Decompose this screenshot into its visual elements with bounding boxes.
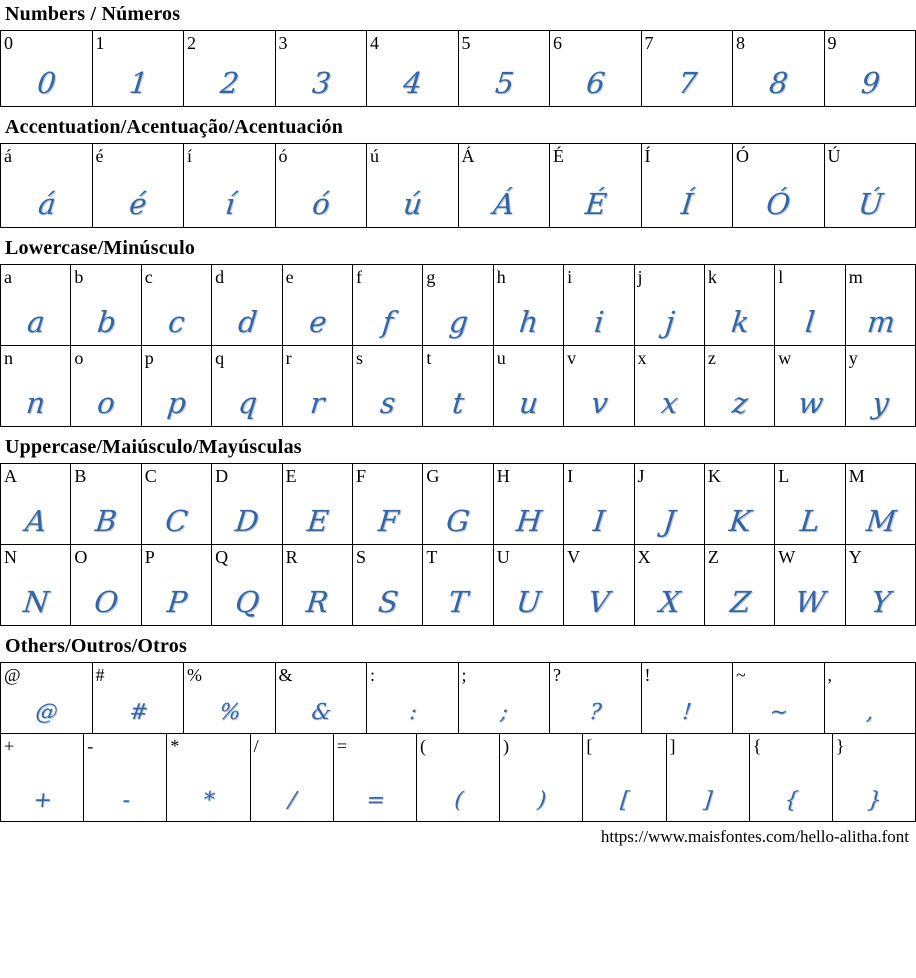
reference-glyph: v xyxy=(567,348,577,368)
reference-glyph: & xyxy=(278,665,293,685)
font-sample-glyph: F xyxy=(376,504,400,538)
reference-glyph: / xyxy=(253,736,259,756)
reference-glyph: g xyxy=(426,267,436,287)
glyph-cell xyxy=(71,346,141,426)
glyph-section xyxy=(0,436,916,626)
glyph-cell xyxy=(423,464,493,544)
glyph-cell xyxy=(775,265,845,345)
reference-glyph: F xyxy=(355,466,366,486)
glyph-cell xyxy=(459,31,551,106)
reference-glyph: I xyxy=(567,466,574,486)
reference-glyph: h xyxy=(496,267,506,287)
reference-glyph: ~ xyxy=(736,665,746,685)
reference-glyph: N xyxy=(4,547,17,567)
reference-glyph: - xyxy=(87,736,94,756)
font-sample-glyph: Í xyxy=(679,187,695,221)
glyph-cell xyxy=(142,464,212,544)
reference-glyph: 4 xyxy=(370,33,379,53)
font-sample-glyph: E xyxy=(305,504,331,538)
reference-glyph: 5 xyxy=(461,33,471,53)
reference-glyph: c xyxy=(144,267,153,287)
font-sample-glyph: r xyxy=(308,386,327,420)
reference-glyph: 3 xyxy=(278,33,288,53)
reference-glyph: é xyxy=(95,146,104,166)
font-sample-glyph: w xyxy=(796,386,825,420)
font-sample-glyph: U xyxy=(514,585,543,619)
section-title: Lowercase/Minúsculo xyxy=(5,237,196,259)
reference-glyph: j xyxy=(637,267,643,287)
reference-glyph: z xyxy=(707,348,716,368)
glyph-cell xyxy=(705,346,775,426)
reference-glyph: i xyxy=(567,267,573,287)
font-sample-glyph: G xyxy=(445,504,472,538)
glyph-cell xyxy=(825,663,916,733)
reference-glyph: T xyxy=(426,547,438,567)
glyph-row xyxy=(0,544,916,626)
reference-glyph: n xyxy=(4,348,13,368)
reference-glyph: V xyxy=(567,547,581,567)
reference-glyph: H xyxy=(496,466,510,486)
reference-glyph: a xyxy=(4,267,12,287)
font-sample-glyph: R xyxy=(305,585,331,619)
glyph-cell xyxy=(825,144,916,227)
glyph-cell xyxy=(353,464,423,544)
font-sample-glyph: Y xyxy=(869,585,893,619)
glyph-cell xyxy=(142,346,212,426)
glyph-cell xyxy=(1,265,71,345)
font-sample-glyph: g xyxy=(447,305,470,339)
reference-glyph: W xyxy=(778,547,796,567)
glyph-cell xyxy=(642,144,734,227)
glyph-cell xyxy=(846,464,915,544)
glyph-cell xyxy=(353,545,423,625)
glyph-cell xyxy=(825,31,916,106)
reference-glyph: f xyxy=(355,267,362,287)
glyph-section xyxy=(0,635,916,822)
reference-glyph: r xyxy=(285,348,292,368)
font-sample-glyph: z xyxy=(730,386,750,420)
glyph-cell xyxy=(353,265,423,345)
reference-glyph: D xyxy=(215,466,229,486)
font-sample-glyph: T xyxy=(447,585,470,619)
glyph-cell xyxy=(212,265,282,345)
reference-glyph: X xyxy=(637,547,651,567)
font-sample-glyph: N xyxy=(21,585,51,619)
reference-glyph: Q xyxy=(215,547,229,567)
reference-glyph: s xyxy=(355,348,363,368)
glyph-section xyxy=(0,116,916,228)
font-sample-glyph: ú xyxy=(401,187,424,221)
glyph-cell xyxy=(833,734,915,821)
reference-glyph: 0 xyxy=(4,33,13,53)
reference-glyph: e xyxy=(285,267,294,287)
glyph-cell xyxy=(550,144,642,227)
reference-glyph: ; xyxy=(461,665,467,685)
font-sample-glyph: 8 xyxy=(767,66,790,100)
font-sample-glyph: P xyxy=(165,585,189,619)
reference-glyph: } xyxy=(835,736,845,756)
font-sample-glyph: É xyxy=(583,187,609,221)
reference-glyph: ! xyxy=(644,665,651,685)
glyph-cell xyxy=(71,464,141,544)
glyph-cell xyxy=(733,31,825,106)
font-sample-glyph: 1 xyxy=(127,66,150,100)
reference-glyph: 8 xyxy=(736,33,745,53)
font-sample-glyph: c xyxy=(167,305,187,339)
glyph-cell xyxy=(846,545,915,625)
reference-glyph: R xyxy=(285,547,298,567)
reference-glyph: w xyxy=(778,348,792,368)
reference-glyph: u xyxy=(496,348,506,368)
glyph-cell xyxy=(564,545,634,625)
glyph-cell xyxy=(1,31,93,106)
glyph-cell xyxy=(367,144,459,227)
glyph-cell xyxy=(775,545,845,625)
font-sample-glyph: Ó xyxy=(765,187,793,221)
reference-glyph: * xyxy=(170,736,180,756)
glyph-cell xyxy=(564,464,634,544)
font-sample-glyph: f xyxy=(380,305,396,339)
reference-glyph: y xyxy=(848,348,858,368)
glyph-cell xyxy=(84,734,167,821)
glyph-cell xyxy=(635,545,705,625)
reference-glyph: 1 xyxy=(95,33,105,53)
glyph-cell xyxy=(583,734,666,821)
glyph-cell xyxy=(93,31,185,106)
reference-glyph: Ó xyxy=(736,146,749,166)
font-sample-glyph: n xyxy=(25,386,48,420)
font-sample-glyph: j xyxy=(663,305,676,339)
section-title: Uppercase/Maiúsculo/Mayúsculas xyxy=(5,436,302,458)
font-sample-glyph: x xyxy=(659,386,680,420)
reference-glyph: d xyxy=(215,267,225,287)
glyph-cell xyxy=(184,144,276,227)
reference-glyph: % xyxy=(187,665,202,685)
reference-glyph: Z xyxy=(707,547,719,567)
glyph-cell xyxy=(167,734,250,821)
reference-glyph: C xyxy=(144,466,157,486)
reference-glyph: B xyxy=(74,466,87,486)
glyph-cell xyxy=(93,663,185,733)
glyph-cell xyxy=(276,663,368,733)
reference-glyph: 2 xyxy=(187,33,196,53)
reference-glyph: M xyxy=(848,466,865,486)
font-sample-glyph: q xyxy=(236,386,259,420)
font-sample-glyph: 3 xyxy=(310,66,333,100)
glyph-cell xyxy=(1,663,93,733)
glyph-cell xyxy=(1,545,71,625)
font-sample-glyph: é xyxy=(127,187,149,221)
font-sample-glyph: A xyxy=(23,504,49,538)
reference-glyph: Ú xyxy=(827,146,841,166)
glyph-cell xyxy=(705,265,775,345)
glyph-cell xyxy=(423,265,493,345)
glyph-cell xyxy=(564,265,634,345)
reference-glyph: E xyxy=(285,466,297,486)
reference-glyph: b xyxy=(74,267,84,287)
font-sample-glyph: S xyxy=(376,585,400,619)
glyph-cell xyxy=(276,31,368,106)
font-sample-glyph: s xyxy=(378,386,398,420)
font-sample-glyph: W xyxy=(793,585,828,619)
font-sample-glyph: 9 xyxy=(859,66,882,100)
reference-glyph: ( xyxy=(419,736,426,756)
glyph-cell xyxy=(494,346,564,426)
reference-glyph: @ xyxy=(4,665,21,685)
font-sample-glyph: O xyxy=(92,585,121,619)
reference-glyph: ] xyxy=(669,736,676,756)
section-title: Accentuation/Acentuação/Acentuación xyxy=(5,116,344,138)
glyph-cell xyxy=(184,31,276,106)
font-sample-glyph: V xyxy=(587,585,612,619)
font-sample-glyph: ; xyxy=(499,700,510,725)
glyph-cell xyxy=(212,545,282,625)
glyph-section xyxy=(0,3,916,107)
font-sample-glyph: m xyxy=(865,305,897,339)
glyph-cell xyxy=(846,265,915,345)
glyph-cell xyxy=(705,545,775,625)
font-sample-glyph: & xyxy=(310,700,333,725)
glyph-cell xyxy=(459,663,551,733)
font-sample-glyph: o xyxy=(96,386,118,420)
glyph-row xyxy=(0,662,916,734)
reference-glyph: k xyxy=(707,267,717,287)
font-sample-glyph: ~ xyxy=(768,700,790,725)
glyph-cell xyxy=(142,545,212,625)
glyph-cell xyxy=(494,545,564,625)
glyph-cell xyxy=(1,144,93,227)
font-sample-glyph: ( xyxy=(452,788,465,813)
glyph-cell xyxy=(635,265,705,345)
font-sample-glyph: í xyxy=(223,187,237,221)
reference-glyph: ú xyxy=(370,146,379,166)
footer-url: https://www.maisfontes.com/hello-alitha.font xyxy=(600,827,909,846)
reference-glyph: S xyxy=(355,547,366,567)
glyph-cell xyxy=(494,265,564,345)
glyph-cell xyxy=(276,144,368,227)
glyph-cell xyxy=(1,464,71,544)
font-sample-glyph: u xyxy=(517,386,541,420)
reference-glyph: á xyxy=(4,146,12,166)
reference-glyph: Á xyxy=(461,146,475,166)
glyph-cell xyxy=(705,464,775,544)
font-sample-glyph: ! xyxy=(681,700,694,725)
reference-glyph: m xyxy=(848,267,863,287)
reference-glyph: { xyxy=(752,736,762,756)
font-sample-glyph: ? xyxy=(588,700,603,725)
reference-glyph: l xyxy=(778,267,784,287)
font-sample-glyph: ó xyxy=(310,187,332,221)
font-sample-glyph: @ xyxy=(34,700,60,725)
font-sample-glyph: J xyxy=(662,504,678,538)
font-sample-glyph: t xyxy=(450,386,467,420)
glyph-row xyxy=(0,733,916,822)
font-sample-glyph: 6 xyxy=(584,66,607,100)
font-sample-glyph: v xyxy=(589,386,610,420)
reference-glyph: ? xyxy=(553,665,561,685)
glyph-cell xyxy=(775,464,845,544)
section-title: Others/Outros/Otros xyxy=(5,635,187,657)
font-sample-glyph: , xyxy=(865,700,876,725)
glyph-row xyxy=(0,463,916,545)
reference-glyph: 7 xyxy=(644,33,654,53)
glyph-cell xyxy=(353,346,423,426)
font-sample-glyph: / xyxy=(287,788,298,813)
glyph-cell xyxy=(71,545,141,625)
font-sample-glyph: á xyxy=(36,187,58,221)
reference-glyph: = xyxy=(336,736,347,756)
glyph-cell xyxy=(550,663,642,733)
glyph-cell xyxy=(212,346,282,426)
font-specimen-sheet xyxy=(0,3,916,822)
glyph-cell xyxy=(1,734,84,821)
glyph-cell xyxy=(750,734,833,821)
reference-glyph: K xyxy=(707,466,721,486)
section-title: Numbers / Números xyxy=(5,3,181,25)
reference-glyph: , xyxy=(827,665,832,685)
font-sample-glyph: + xyxy=(32,788,54,813)
reference-glyph: Í xyxy=(644,146,651,166)
font-sample-glyph: H xyxy=(514,504,544,538)
reference-glyph: L xyxy=(778,466,790,486)
glyph-cell xyxy=(733,144,825,227)
glyph-cell xyxy=(550,31,642,106)
font-sample-glyph: Á xyxy=(491,187,517,221)
font-sample-glyph: [ xyxy=(619,788,631,813)
reference-glyph: O xyxy=(74,547,88,567)
font-sample-glyph: L xyxy=(799,504,822,538)
glyph-cell xyxy=(635,464,705,544)
font-sample-glyph: 5 xyxy=(493,66,516,100)
glyph-cell xyxy=(184,663,276,733)
glyph-cell xyxy=(251,734,334,821)
glyph-cell xyxy=(283,464,353,544)
reference-glyph: + xyxy=(4,736,15,756)
font-sample-glyph: e xyxy=(307,305,329,339)
reference-glyph: G xyxy=(426,466,440,486)
reference-glyph: 9 xyxy=(827,33,837,53)
reference-glyph: A xyxy=(4,466,17,486)
glyph-row xyxy=(0,264,916,346)
font-sample-glyph: 2 xyxy=(218,66,241,100)
font-sample-glyph: M xyxy=(864,504,898,538)
glyph-cell xyxy=(283,346,353,426)
reference-glyph: É xyxy=(553,146,564,166)
glyph-cell xyxy=(423,346,493,426)
font-sample-glyph: a xyxy=(25,305,47,339)
glyph-cell xyxy=(494,464,564,544)
reference-glyph: í xyxy=(187,146,193,166)
font-sample-glyph: b xyxy=(95,305,118,339)
glyph-cell xyxy=(667,734,750,821)
font-sample-glyph: ] xyxy=(702,788,714,813)
font-sample-glyph: K xyxy=(727,504,753,538)
glyph-cell xyxy=(1,346,71,426)
glyph-row xyxy=(0,30,916,107)
font-sample-glyph: p xyxy=(165,386,189,420)
font-sample-glyph: B xyxy=(94,504,119,538)
font-sample-glyph: C xyxy=(164,504,190,538)
reference-glyph: J xyxy=(637,466,645,486)
font-sample-glyph: Z xyxy=(728,585,752,619)
reference-glyph: Y xyxy=(848,547,862,567)
glyph-cell xyxy=(775,346,845,426)
reference-glyph: p xyxy=(144,348,154,368)
font-sample-glyph: % xyxy=(218,700,242,725)
font-sample-glyph: } xyxy=(866,788,883,813)
reference-glyph: 6 xyxy=(553,33,562,53)
font-sample-glyph: y xyxy=(870,386,891,420)
font-sample-glyph: d xyxy=(236,305,259,339)
glyph-cell xyxy=(846,346,915,426)
glyph-cell xyxy=(417,734,500,821)
font-sample-glyph: I xyxy=(591,504,607,538)
reference-glyph: x xyxy=(637,348,647,368)
reference-glyph: U xyxy=(496,547,510,567)
font-sample-glyph: h xyxy=(517,305,541,339)
font-sample-glyph: 7 xyxy=(676,66,699,100)
font-sample-glyph: i xyxy=(592,305,606,339)
glyph-cell xyxy=(283,265,353,345)
glyph-cell xyxy=(642,31,734,106)
reference-glyph: q xyxy=(215,348,225,368)
font-sample-glyph: Ú xyxy=(856,187,885,221)
glyph-cell xyxy=(564,346,634,426)
font-sample-glyph: X xyxy=(657,585,682,619)
glyph-cell xyxy=(733,663,825,733)
font-sample-glyph: - xyxy=(120,788,131,813)
glyph-cell xyxy=(635,346,705,426)
font-sample-glyph: ) xyxy=(536,788,548,813)
glyph-cell xyxy=(142,265,212,345)
font-sample-glyph: # xyxy=(127,700,149,725)
glyph-cell xyxy=(93,144,185,227)
glyph-cell xyxy=(642,663,734,733)
reference-glyph: ó xyxy=(278,146,288,166)
glyph-cell xyxy=(500,734,583,821)
reference-glyph: o xyxy=(74,348,84,368)
glyph-cell xyxy=(459,144,551,227)
glyph-row xyxy=(0,143,916,228)
glyph-cell xyxy=(367,663,459,733)
font-sample-glyph: Q xyxy=(233,585,262,619)
glyph-row xyxy=(0,345,916,427)
glyph-cell xyxy=(212,464,282,544)
font-sample-glyph: D xyxy=(233,504,261,538)
reference-glyph: # xyxy=(95,665,105,685)
font-sample-glyph: 0 xyxy=(35,66,58,100)
font-sample-glyph: = xyxy=(364,788,386,813)
glyph-cell xyxy=(71,265,141,345)
reference-glyph: [ xyxy=(586,736,593,756)
glyph-section xyxy=(0,237,916,427)
font-sample-glyph: k xyxy=(729,305,751,339)
reference-glyph: t xyxy=(426,348,432,368)
font-sample-glyph: l xyxy=(804,305,817,339)
reference-glyph: : xyxy=(370,665,376,685)
glyph-cell xyxy=(283,545,353,625)
font-sample-glyph: * xyxy=(202,788,216,813)
reference-glyph: P xyxy=(144,547,155,567)
reference-glyph: ) xyxy=(503,736,510,756)
glyph-cell xyxy=(367,31,459,106)
font-sample-glyph: 4 xyxy=(401,66,424,100)
glyph-cell xyxy=(334,734,417,821)
font-sample-glyph: { xyxy=(782,788,800,813)
font-sample-glyph: : xyxy=(407,700,418,725)
glyph-cell xyxy=(423,545,493,625)
